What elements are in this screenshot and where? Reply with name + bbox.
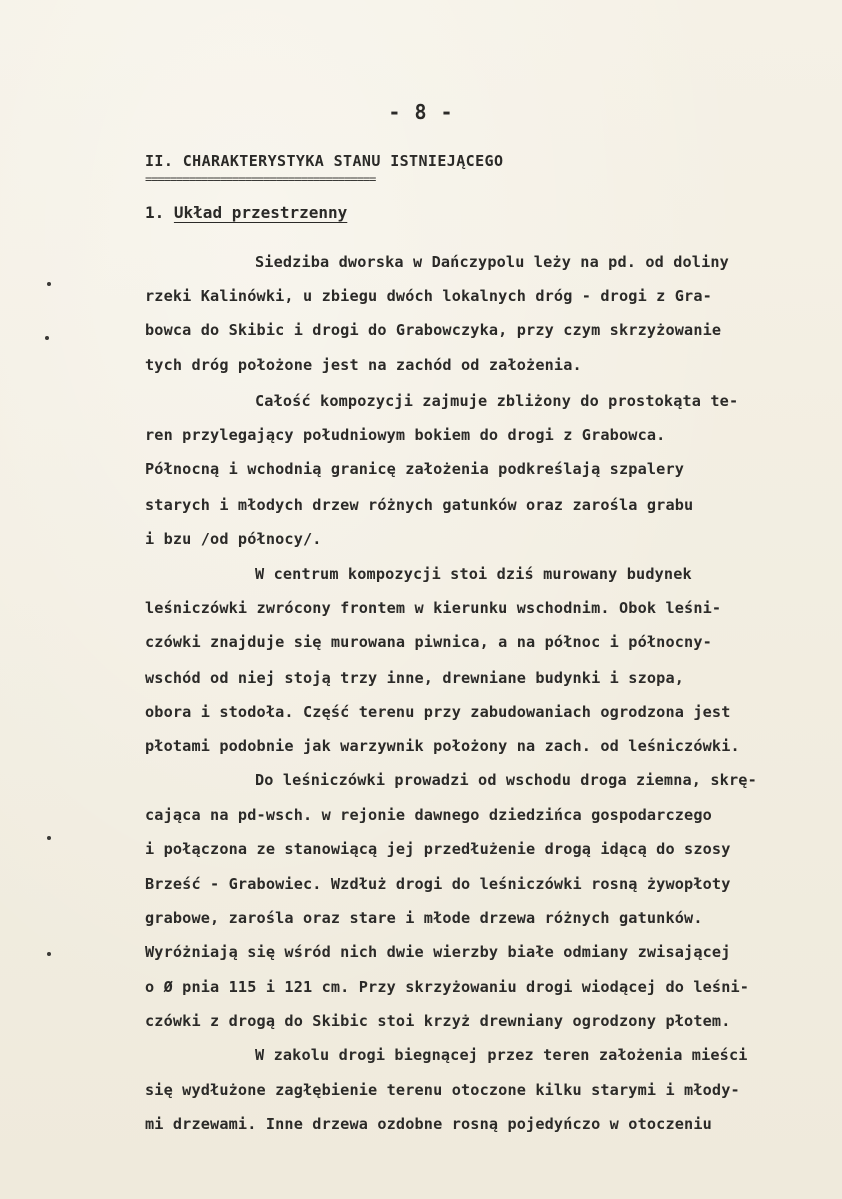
text-line: starych i młodych drzew różnych gatunków oraz zarośla grabu: [145, 496, 694, 514]
text-line: obora i stodoła. Część terenu przy zabudowaniach ogrodzona jest: [145, 703, 731, 721]
subsection-title: Układ przestrzenny: [173, 203, 348, 222]
text-line: ren przylegający południowym bokiem do drogi z Grabowca.: [145, 426, 666, 444]
text-line: płotami podobnie jak warzywnik położony na zach. od leśniczówki.: [145, 737, 740, 755]
subsection-number: 1.: [145, 203, 165, 222]
subsection-heading: [145, 203, 347, 222]
text-line: leśniczówki zwrócony frontem w kierunku wschodnim. Obok leśni-: [145, 599, 722, 617]
text-line: W zakolu drogi biegnącej przez teren założenia mieści: [255, 1046, 748, 1064]
text-line: grabowe, zarośla oraz stare i młode drzewa różnych gatunków.: [145, 909, 703, 927]
text-line: Do leśniczówki prowadzi od wschodu droga ziemna, skrę-: [255, 771, 757, 789]
section-heading: II. CHARAKTERYSTYKA STANU ISTNIEJĄCEGO: [145, 152, 504, 170]
margin-dot-mark: [47, 952, 51, 956]
margin-dot-mark: [45, 336, 49, 340]
text-line: i połączona ze stanowiącą jej przedłużenie drogą idącą do szosy: [145, 840, 731, 858]
text-line: Wyróżniają się wśród nich dwie wierzby białe odmiany zwisającej: [145, 943, 731, 961]
text-line: bowca do Skibic i drogi do Grabowczyka, przy czym skrzyżowanie: [145, 321, 722, 339]
text-line: mi drzewami. Inne drzewa ozdobne rosną pojedyńczo w otoczeniu: [145, 1115, 712, 1133]
text-line: Siedziba dworska w Dańczypolu leży na pd. od doliny: [255, 253, 729, 271]
text-line: Północną i wchodnią granicę założenia podkreślają szpalery: [145, 460, 685, 478]
text-line: tych dróg położone jest na zachód od założenia.: [145, 356, 582, 374]
heading-double-rule: =====================================: [145, 172, 376, 186]
text-line: czówki z drogą do Skibic stoi krzyż drewniany ogrodzony płotem.: [145, 1012, 731, 1030]
margin-dot-mark: [47, 836, 51, 840]
text-line: cająca na pd-wsch. w rejonie dawnego dziedzińca gospodarczego: [145, 806, 712, 824]
text-line: o Ø pnia 115 i 121 cm. Przy skrzyżowaniu drogi wiodącej do leśni-: [145, 978, 750, 996]
text-line: się wydłużone zagłębienie terenu otoczone kilku starymi i młody-: [145, 1081, 740, 1099]
text-line: W centrum kompozycji stoi dziś murowany budynek: [255, 565, 692, 583]
text-line: czówki znajduje się murowana piwnica, a na północ i północny-: [145, 633, 712, 651]
text-line: Całość kompozycji zajmuje zbliżony do prostokąta te-: [255, 392, 739, 410]
page-number: - 8 -: [388, 100, 454, 124]
text-line: rzeki Kalinówki, u zbiegu dwóch lokalnych dróg - drogi z Gra-: [145, 287, 712, 305]
text-line: wschód od niej stoją trzy inne, drewniane budynki i szopa,: [145, 669, 685, 687]
text-line: i bzu /od północy/.: [145, 530, 322, 548]
margin-dot-mark: [47, 282, 51, 286]
text-line: Brześć - Grabowiec. Wzdłuż drogi do leśniczówki rosną żywopłoty: [145, 875, 731, 893]
